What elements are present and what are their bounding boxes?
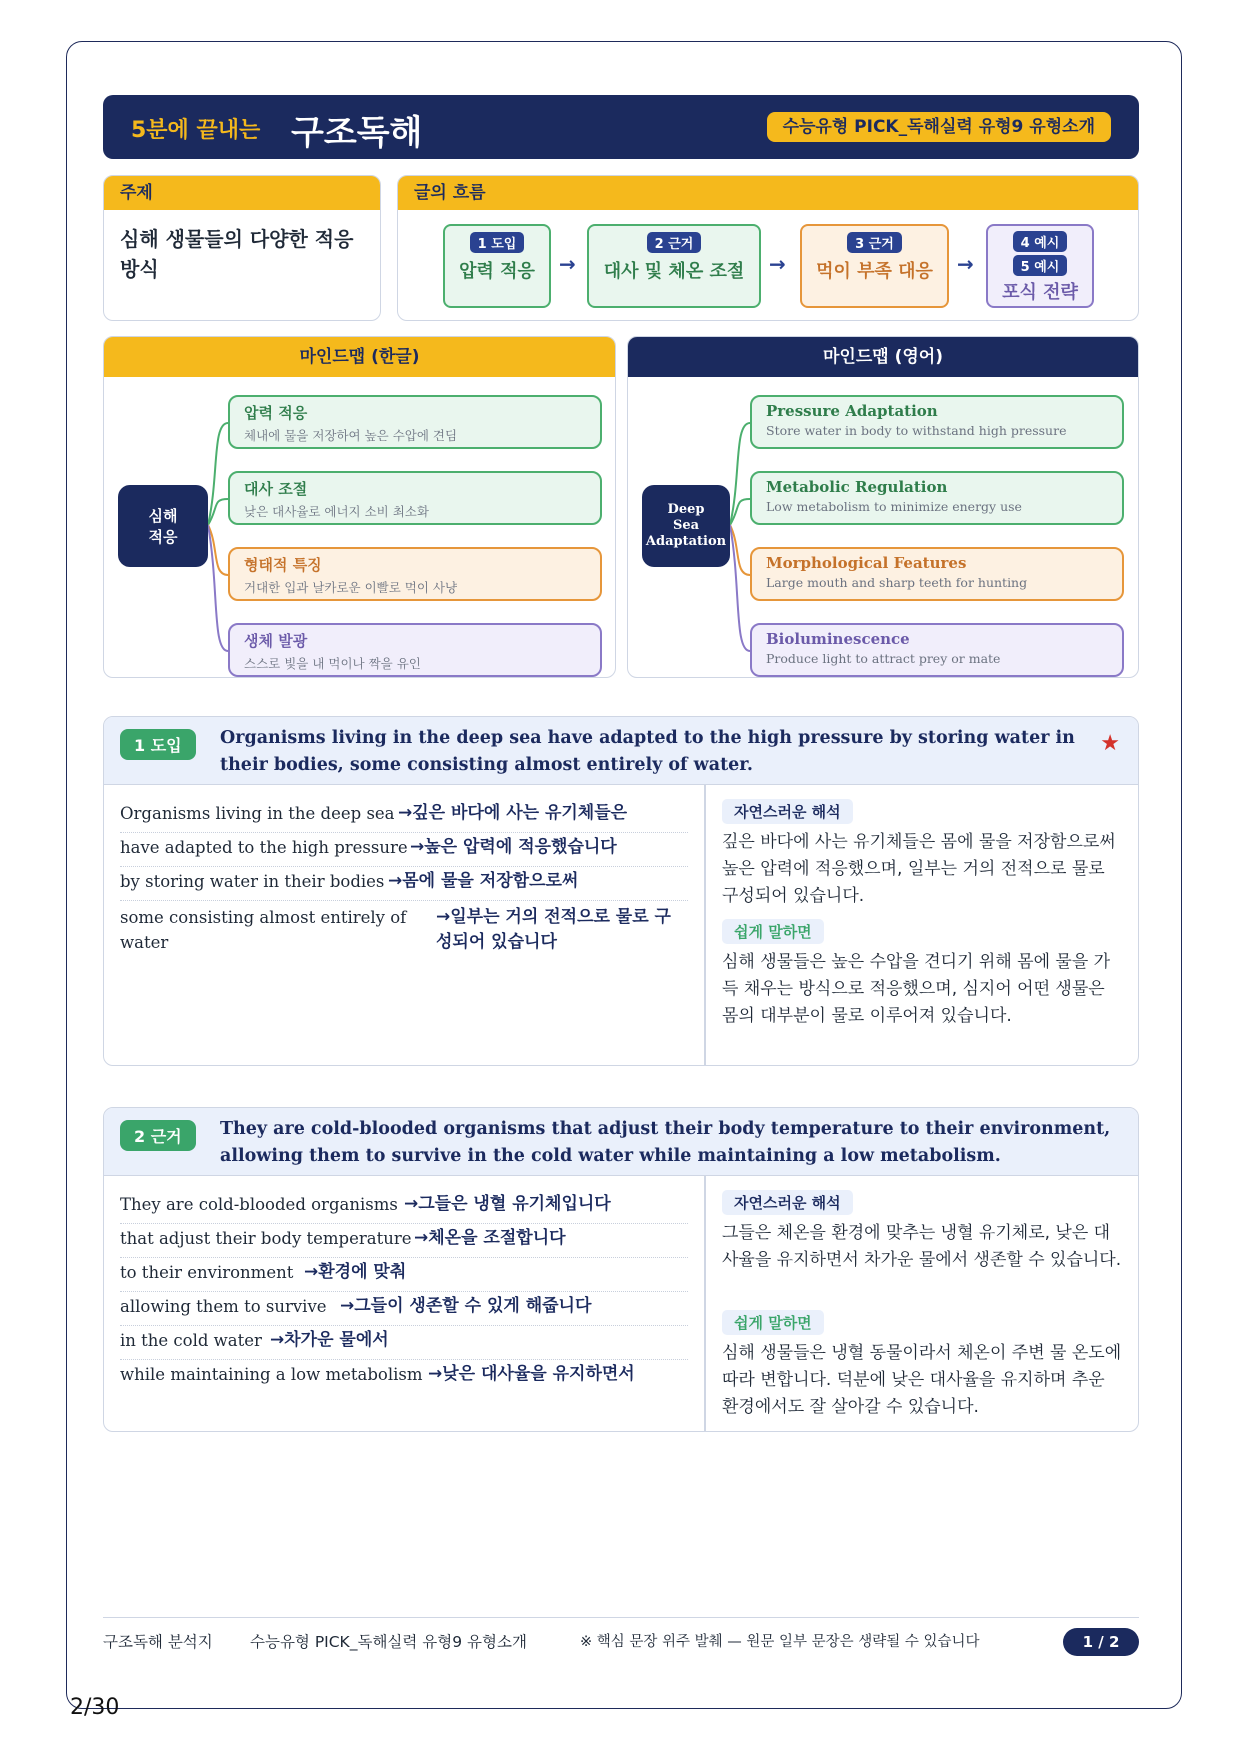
chunk-en: Organisms living in the deep sea (120, 804, 395, 823)
mindmap-item-desc: 낮은 대사율로 에너지 소비 최소화 (244, 504, 429, 519)
flow-badge: 5 예시 (1013, 255, 1068, 276)
chunk-en: They are cold-blooded organisms (120, 1195, 398, 1214)
section-2 (103, 1107, 1139, 1432)
mindmap-en-label: 마인드맵 (영어) (628, 337, 1138, 377)
mindmap-ko-item (228, 395, 602, 449)
section-header (104, 1108, 1138, 1176)
section-badge: 2 근거 (120, 1120, 196, 1151)
mindmap-en (627, 336, 1139, 678)
mindmap-ko-center: 심해 적응 (118, 485, 208, 567)
easy-label: 쉽게 말하면 (722, 1310, 824, 1335)
section-title: They are cold-blooded organisms that adjust their body temperature to their environment, allowing them to survive in the cold water while maintaining a low metabolism. (220, 1119, 1111, 1166)
mindmap-ko-label: 마인드맵 (한글) (104, 337, 615, 377)
mindmap-item-desc: 거대한 입과 날카로운 이빨로 먹이 사냥 (244, 580, 458, 595)
chunk-ko: →차가운 물에서 (270, 1330, 389, 1350)
mindmap-item-desc: Low metabolism to minimize energy use (766, 499, 1022, 514)
flow-node-4 (986, 224, 1094, 308)
chunk-en: in the cold water (120, 1331, 262, 1350)
section-divider (704, 785, 706, 1066)
chunk-row (120, 1192, 688, 1224)
section-divider (704, 1176, 706, 1432)
easy-explanation: 심해 생물들은 높은 수압을 견디기 위해 몸에 물을 가득 채우는 방식으로 적응했으며, 심지어 어떤 생물은 몸의 대부분이 물로 이루어져 있습니다. (722, 952, 1111, 1026)
section-badge: 1 도입 (120, 729, 196, 760)
chunk-row (120, 835, 688, 867)
flow-arrow: → (769, 252, 786, 276)
mindmap-item-title: 압력 적응 (244, 404, 308, 422)
footer-title: 구조독해 분석지 (103, 1633, 213, 1651)
chunk-en: by storing water in their bodies (120, 872, 385, 891)
chunk-en: some consisting almost entirely of water (120, 908, 407, 952)
chunk-ko: →일부는 거의 전적으로 물로 구성되어 있습니다 (436, 907, 671, 952)
mindmap-item-desc: Produce light to attract prey or mate (766, 651, 1001, 666)
chunk-row (120, 1328, 688, 1360)
chunk-en: allowing them to survive (120, 1297, 327, 1316)
chunk-row (120, 905, 688, 959)
mindmap-ko-item (228, 623, 602, 677)
chunk-row (120, 869, 688, 901)
chunk-ko: →낮은 대사율을 유지하면서 (428, 1364, 635, 1384)
chunk-ko: →체온을 조절합니다 (414, 1228, 566, 1248)
chunk-ko: →몸에 물을 저장함으로써 (388, 871, 579, 891)
header-subtitle: 5분에 끝내는 (131, 118, 261, 143)
page-counter: 2/30 (70, 1695, 120, 1720)
topic-text: 심해 생물들의 다양한 적응 방식 (120, 227, 354, 281)
flow-node-1 (443, 224, 551, 308)
mindmap-en-item (750, 547, 1124, 601)
chunk-en: while maintaining a low metabolism (120, 1365, 423, 1384)
flow-badge: 2 근거 (647, 232, 702, 253)
mindmap-item-title: Metabolic Regulation (766, 478, 948, 496)
header-banner (103, 95, 1139, 159)
page-indicator: 1 / 2 (1063, 1628, 1139, 1656)
footer-note: ※ 핵심 문장 위주 발췌 — 원문 일부 문장은 생략될 수 있습니다 (580, 1634, 980, 1650)
chunk-row (120, 1362, 688, 1394)
star-icon: ★ (1100, 731, 1120, 756)
flow-node-label: 대사 및 체온 조절 (603, 261, 745, 282)
mindmap-en-item (750, 623, 1124, 677)
flow-node-label: 압력 적응 (459, 261, 535, 282)
mindmap-en-item (750, 471, 1124, 525)
chunk-ko: →환경에 맞춰 (304, 1262, 407, 1282)
mindmap-item-title: 형태적 특징 (244, 556, 322, 574)
section-title: Organisms living in the deep sea have adapted to the high pressure by storing water in their bodies, some consisting almost entirely of water. (220, 728, 1075, 775)
mindmap-item-title: Bioluminescence (766, 630, 910, 648)
section-1 (103, 716, 1139, 1066)
footer-subtitle: 수능유형 PICK_독해실력 유형9 유형소개 (250, 1633, 527, 1651)
flow-badge: 1 도입 (470, 232, 525, 253)
topic-box (103, 175, 381, 321)
flow-badge: 4 예시 (1013, 231, 1068, 252)
chunk-row (120, 1294, 688, 1326)
chunk-ko: →그들이 생존할 수 있게 해줍니다 (340, 1296, 592, 1316)
flow-node-3 (800, 224, 949, 308)
flow-arrow: → (559, 252, 576, 276)
chunk-en: to their environment (120, 1263, 294, 1282)
header-title: 구조독해 (291, 113, 423, 153)
natural-translation: 그들은 체온을 환경에 맞추는 냉혈 유기체로, 낮은 대사율을 유지하면서 차가운 물에서 생존할 수 있습니다. (722, 1223, 1122, 1270)
mindmap-item-desc: 스스로 빛을 내 먹이나 짝을 유인 (244, 656, 421, 671)
chunk-ko: →깊은 바다에 사는 유기체들은 (398, 803, 628, 823)
chunk-en: have adapted to the high pressure (120, 838, 408, 857)
flow-box (397, 175, 1139, 321)
easy-explanation: 심해 생물들은 냉혈 동물이라서 체온이 주변 물 온도에 따라 변합니다. 덕분에 낮은 대사율을 유지하며 추운 환경에서도 잘 살아갈 수 있습니다. (722, 1343, 1122, 1417)
mindmap-item-title: Morphological Features (766, 554, 967, 572)
header-tag: 수능유형 PICK_독해실력 유형9 유형소개 (767, 112, 1111, 142)
chunk-ko: →높은 압력에 적응했습니다 (410, 837, 617, 857)
chunk-row (120, 801, 688, 833)
mindmap-item-desc: 체내에 물을 저장하여 높은 수압에 견딤 (244, 428, 458, 443)
easy-label: 쉽게 말하면 (722, 919, 824, 944)
mindmap-en-center: Deep Sea Adaptation (642, 485, 730, 567)
mindmap-en-item (750, 395, 1124, 449)
chunk-row (120, 1226, 688, 1258)
mindmap-item-title: 생체 발광 (244, 632, 308, 650)
mindmap-item-desc: Store water in body to withstand high pressure (766, 423, 1067, 438)
flow-node-label: 먹이 부족 대응 (816, 261, 933, 282)
mindmap-item-desc: Large mouth and sharp teeth for hunting (766, 575, 1028, 590)
mindmap-ko-item (228, 471, 602, 525)
flow-node-2 (587, 224, 761, 308)
footer-divider (103, 1617, 1139, 1618)
chunk-ko: →그들은 냉혈 유기체입니다 (404, 1194, 611, 1214)
flow-node-label: 포식 전략 (1002, 282, 1078, 303)
natural-label: 자연스러운 해석 (722, 799, 853, 824)
section-header (104, 717, 1138, 785)
chunk-row (120, 1260, 688, 1292)
topic-label: 주제 (104, 176, 380, 210)
mindmap-ko (103, 336, 616, 678)
natural-translation: 깊은 바다에 사는 유기체들은 몸에 물을 저장함으로써 높은 압력에 적응했으며, 일부는 거의 전적으로 물로 구성되어 있습니다. (722, 832, 1116, 906)
flow-label: 글의 흐름 (398, 176, 1138, 210)
mindmap-item-title: 대사 조절 (244, 480, 308, 498)
natural-label: 자연스러운 해석 (722, 1190, 853, 1215)
flow-badge: 3 근거 (847, 232, 902, 253)
chunk-en: that adjust their body temperature (120, 1229, 412, 1248)
mindmap-ko-item (228, 547, 602, 601)
flow-arrow: → (957, 252, 974, 276)
mindmap-item-title: Pressure Adaptation (766, 402, 938, 420)
